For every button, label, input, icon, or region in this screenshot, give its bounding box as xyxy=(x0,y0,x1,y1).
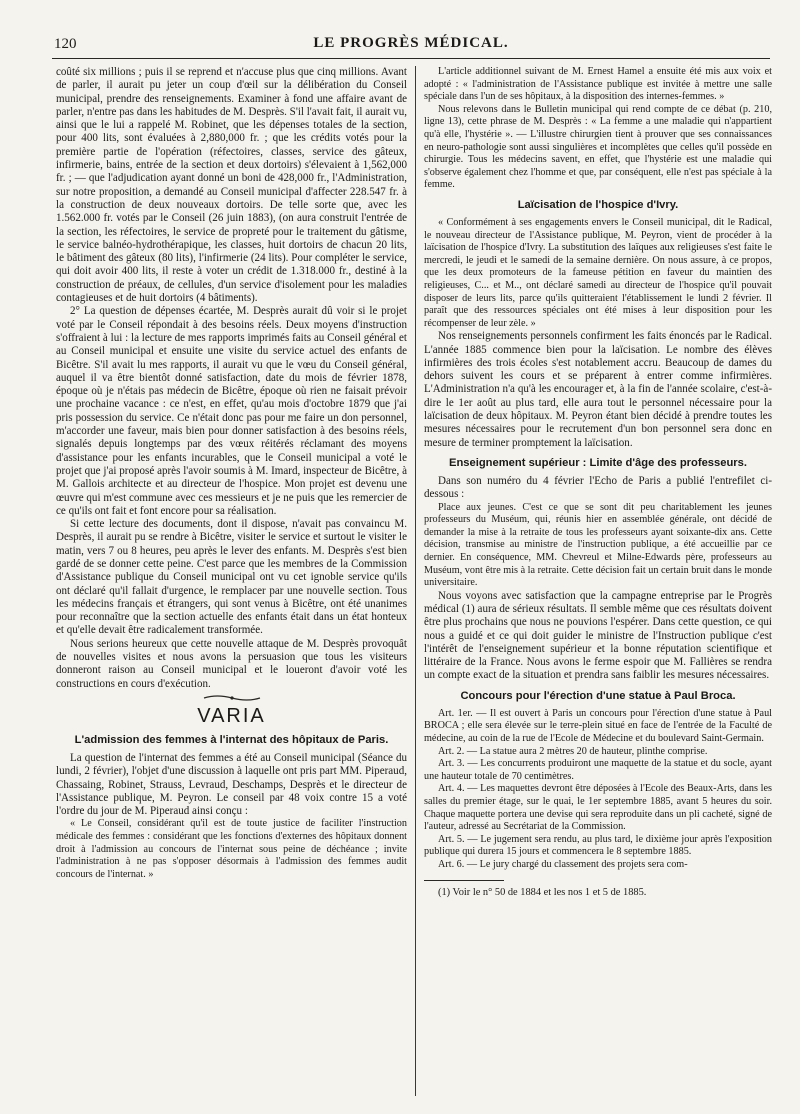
quote-paragraph: « Le Conseil, considérant qu'il est de toute justice de faciliter l'instruction médicale des femmes : considérant que les fonctions d'externes des hôpitaux donnent droit à l'admission au concours de l'internat sous peine de déchéance ; invite l'administration à ne pas s'opposer désormais à l'admission des femmes audit concours de l'internat. » xyxy=(56,818,407,880)
section-title-varia: VARIA xyxy=(197,704,266,727)
paragraph: Nos renseignements personnels confirment les faits énoncés par le Radical. L'année 1885 commence bien pour la laïcisation. Le nombre des élèves infirmières des trois écoles s'est notablement accru. Beaucoup de dames du dehors suivent les cours et se préparent à entrer comme infirmières. L'Administration n'a qu'à les encourager et, à la fin de l'année scolaire, c'est-à-dire le 1er août au plus tard, elle aura tout le personnel nécessaire pour la laïcisation de deux hôpitaux. M. Peyron étant bien décidé à prendre toutes les mesures nécessaires pour le recrutement d'un bon personnel sera donc en mesure de terminer promptement la laïcisation. xyxy=(424,330,772,449)
article-clause: Art. 5. — Le jugement sera rendu, au plus tard, le dixième jour après l'exposition publique qui durera 15 jours et commencera le 8 septembre 1885. xyxy=(424,833,772,858)
footnote: (1) Voir le n° 50 de 1884 et les nos 1 et 5 de 1885. xyxy=(438,886,647,898)
quote-paragraph: « Conformément à ses engagements envers le Conseil municipal, dit le Radical, le nouveau directeur de l'Assistance publique, M. Peyron, vient de procéder à la laïcisation de l'hospice d'Ivry. La substitution des laïques aux religieuses s'est faite le mercredi, le jeudi et le samedi de la semaine dernière. On nous assure, à ce propos, que les deux promoteurs de la fameuse pétition en faveur du maintien des religieuses, C... et M.., ont déclaré samedi au directeur de l'hospice qu'il pouvait disposer de leurs lits, parce qu'ils quitteraient l'établissement le lundi 2 février. Il paraît que des ressources spéciales ont été mises à leur disposition pour les récompenser de leur zèle. » xyxy=(424,216,772,329)
paragraph: Dans son numéro du 4 février l'Echo de Paris a publié l'entrefilet ci-dessous : xyxy=(424,474,772,501)
article-clause: Art. 2. — La statue aura 2 mètres 20 de hauteur, plinthe comprise. xyxy=(438,745,708,757)
article-clause: Art. 3. — Les concurrents produiront une maquette de la statue et du socle, ayant une hauteur totale de 70 centimètres. xyxy=(424,758,772,782)
ornament-divider xyxy=(56,694,407,703)
footnote-rule xyxy=(424,880,504,881)
left-column xyxy=(56,66,407,1106)
page-header xyxy=(52,34,770,59)
paragraph: coûté six millions ; puis il se reprend et n'accuse plus que cinq millions. Avant de parler, il aurait pu jeter un coup d'œil sur la délibération du Conseil municipal, prendre des renseignements. Examiner à fond une affaire avant de parler, n'entre pas dans les habitudes de M. Desprès. S'il l'avait fait, il aurait vu, ainsi que le lui a rappelé M. Robinet, que les dépenses totales de la section, pour 400 lits, sont évaluées à 2,880,000 fr. ; que les crédits votés pour la première partie de l'opération (réfectoires, classes, service des gâteux, infirmerie, bains, entrée de la section et deux dortoirs) s'élevaient à 1,562,000 fr. ; — que l'adjudication ayant donné un boni de 428,000 fr., l'Administration, sur notre proposition, a demandé au Conseil municipal d'affecter 228.547 fr. à la construction de deux nouveaux dortoirs. De telle sorte que, avec les 1.562.000 fr. votés par le Conseil (26 juin 1883), (on aura construit l'entrée de la section, les réfectoires, le service de propreté pour le traitement du gâtisme, le service balnéo-hydrothérapique, les classes, huit dortoirs de chacun 20 lits, le bâtiment des gâteux (80 lits), l'infirmerie (24 lits). Pour compléter le service, qui doit avoir 400 lits, il reste à voter un crédit de 1.318.000 fr., destiné à la construction de préaux, de cellules, d'un service d'isolement pour les maladies contagieuses et de huit dortoirs (4 bâtiments). xyxy=(56,66,407,305)
article-clause: Art. 4. — Les maquettes devront être déposées à l'Ecole des Beaux-Arts, dans les salles du premier étage, sur le quai, le 1er septembre 1885, avant 5 heures du soir. Chaque maquette portera une devise qui sera reproduite dans un pli cacheté, signé de l'auteur, adressé au Secrétariat de la Commission. xyxy=(424,783,772,833)
paragraph: Nous relevons dans le Bulletin municipal qui rend compte de ce débat (p. 210, ligne 13), cette phrase de M. Desprès : « La femme a une maladie qui n'appartient qu'à elle, l'hystérie ». — L'illustre chirurgien tient à prouver que ses connaissances en neuro-pathologie sont aussi singulières et incomplètes que celles qu'il possède en chirurgie. Tous les médecins savent, en effet, que l'hystérie est une maladie qui s'observe également chez l'homme et que, par conséquent, elle n'est pas spéciale à la femme. xyxy=(424,103,772,191)
right-column xyxy=(424,66,772,1106)
article-heading-women-internship: L'admission des femmes à l'internat des hôpitaux de Paris. xyxy=(74,733,389,746)
journal-title: LE PROGRÈS MÉDICAL. xyxy=(313,35,509,51)
article-heading-higher-education: Enseignement supérieur : Limite d'âge des professeurs. xyxy=(449,456,747,469)
paragraph: Nous serions heureux que cette nouvelle attaque de M. Desprès provoquât de nouvelles visites et nous avons la persuasion que tous les visiteurs donneront raison au Conseil municipal et le loueront d'avoir voté les constructions en cours d'exécution. xyxy=(56,637,407,690)
article-clause: Art. 1er. — Il est ouvert à Paris un concours pour l'érection d'une statue à Paul BROCA ; elle sera élevée sur le terre-plein situé en face de l'entrée de la Faculté de médecine, au coin de la rue de l'Ecole de Médecine et du boulevard Saint-Germain. xyxy=(424,707,772,744)
article-heading-ivry: Laïcisation de l'hospice d'Ivry. xyxy=(517,198,679,211)
page-number: 120 xyxy=(54,36,77,52)
article-heading-broca-statue: Concours pour l'érection d'une statue à Paul Broca. xyxy=(460,689,736,702)
paragraph: Si cette lecture des documents, dont il dispose, n'avait pas convaincu M. Desprès, il aurait pu se rendre à Bicêtre, visiter le service et surtout le visiter le matin, vers 7 ou 8 heures, peu après le lever des enfants. M. Desprès s'est bien gardé de se donner cette peine. C'est parce que les membres de la Commission d'Assistance publique du Conseil municipal ont vu cet ignoble service qu'ils ont déclaré qu'il fallait d'urgence, le remplacer par une nouvelle section. Tous les médecins français et étrangers, qui sont venus à Bicêtre, ont été unanimes pour reconnaître que la section actuelle des enfants était dans un état honteux et qu'elle devait être radicalement transformée. xyxy=(56,518,407,637)
column-rule xyxy=(415,66,416,1096)
article-clause: Art. 6. — Le jury chargé du classement des projets sera com- xyxy=(438,858,688,870)
paragraph: La question de l'internat des femmes a été au Conseil municipal (Séance du lundi, 2 février), l'objet d'une discussion à laquelle ont pris part MM. Piperaud, Chassaing, Robinet, Strauss, Levraud, Deschamps, Desprès et le directeur de l'Assistance publique, M. Peyron. Le conseil par 48 voix contre 15 a voté l'ordre du jour de M. Piperaud ainsi conçu : xyxy=(56,751,407,818)
paragraph: 2° La question de dépenses écartée, M. Desprès aurait dû voir si le projet voté par le Conseil répondait à des besoins réels. Deux moyens d'instruction s'offraient à lui : la lecture de mes rapports imprimés faits au Conseil général et au Conseil municipal et ensuite une visite du service actuel des enfants de Bicêtre. S'il avait lu mes rapports, il aurait vu que le vœu du Conseil général, auquel il va être bientôt donné satisfaction, date du mois de février 1878, époque où je n'étais pas médecin de Bicêtre, époque où rien ne faisait prévoir une prochaine vacance : ce n'est, en effet, qu'au mois d'octobre 1879 que j'ai pris possession du service. Ce n'était donc pas pour me faire un don personnel, m'accorder une faveur, mais bien pour donner satisfaction à des besoins réels, signalés depuis longtemps par des vœux réitérés réclamant des moyens d'assistance pour les enfants incurables, que le Conseil municipal a voté le projet que j'ai proposé après l'avoir soumis à M. Imard, inspecteur de Bicêtre, à M. Gallois architecte et au directeur de l'hospice. Mon projet est devenu une œuvre qui m'est commune avec ces messieurs et je ne puis que les remercier de ce qu'ils ont fait et font encore pour sa réalisation. xyxy=(56,305,407,517)
quote-paragraph: Place aux jeunes. C'est ce que se sont dit peu charitablement les jeunes professeurs du Muséum, qui, réunis hier en assemblée générale, ont décidé de demander la mise à la retraite de tous les professeurs ayant soixante-dix ans. Cette décision, transmise au ministre de l'instruction publique, a été accueillie par ce dernier. En conséquence, MM. Chevreul et Milne-Edwards père, professeurs au Muséum, vont être mis à la retraite. Cette décision fait un certain bruit dans le monde universitaire. xyxy=(424,501,772,589)
paragraph: Nous voyons avec satisfaction que la campagne entreprise par le Progrès médical (1) aura de sérieux résultats. Il semble même que ces résultats doivent être plus prochains que nous ne pouvions l'espérer. Dans cette question, ce qui nous a guidé et ce qui doit guider le ministre de l'Instruction publique c'est l'intérêt de l'enseignement supérieur et la bonne réputation scientifique et littéraire de la France. Nous avons le ferme espoir que M. Fallières se rendra un compte exact de la situation et prendra sans faiblir les mesures nécessaires. xyxy=(424,589,772,682)
paragraph: L'article additionnel suivant de M. Ernest Hamel a ensuite été mis aux voix et adopté : « l'administration de l'Assistance publique est invitée à mettre une salle spéciale dans l'un de ses hôpitaux, à la disposition des internes-femmes. » xyxy=(424,66,772,103)
